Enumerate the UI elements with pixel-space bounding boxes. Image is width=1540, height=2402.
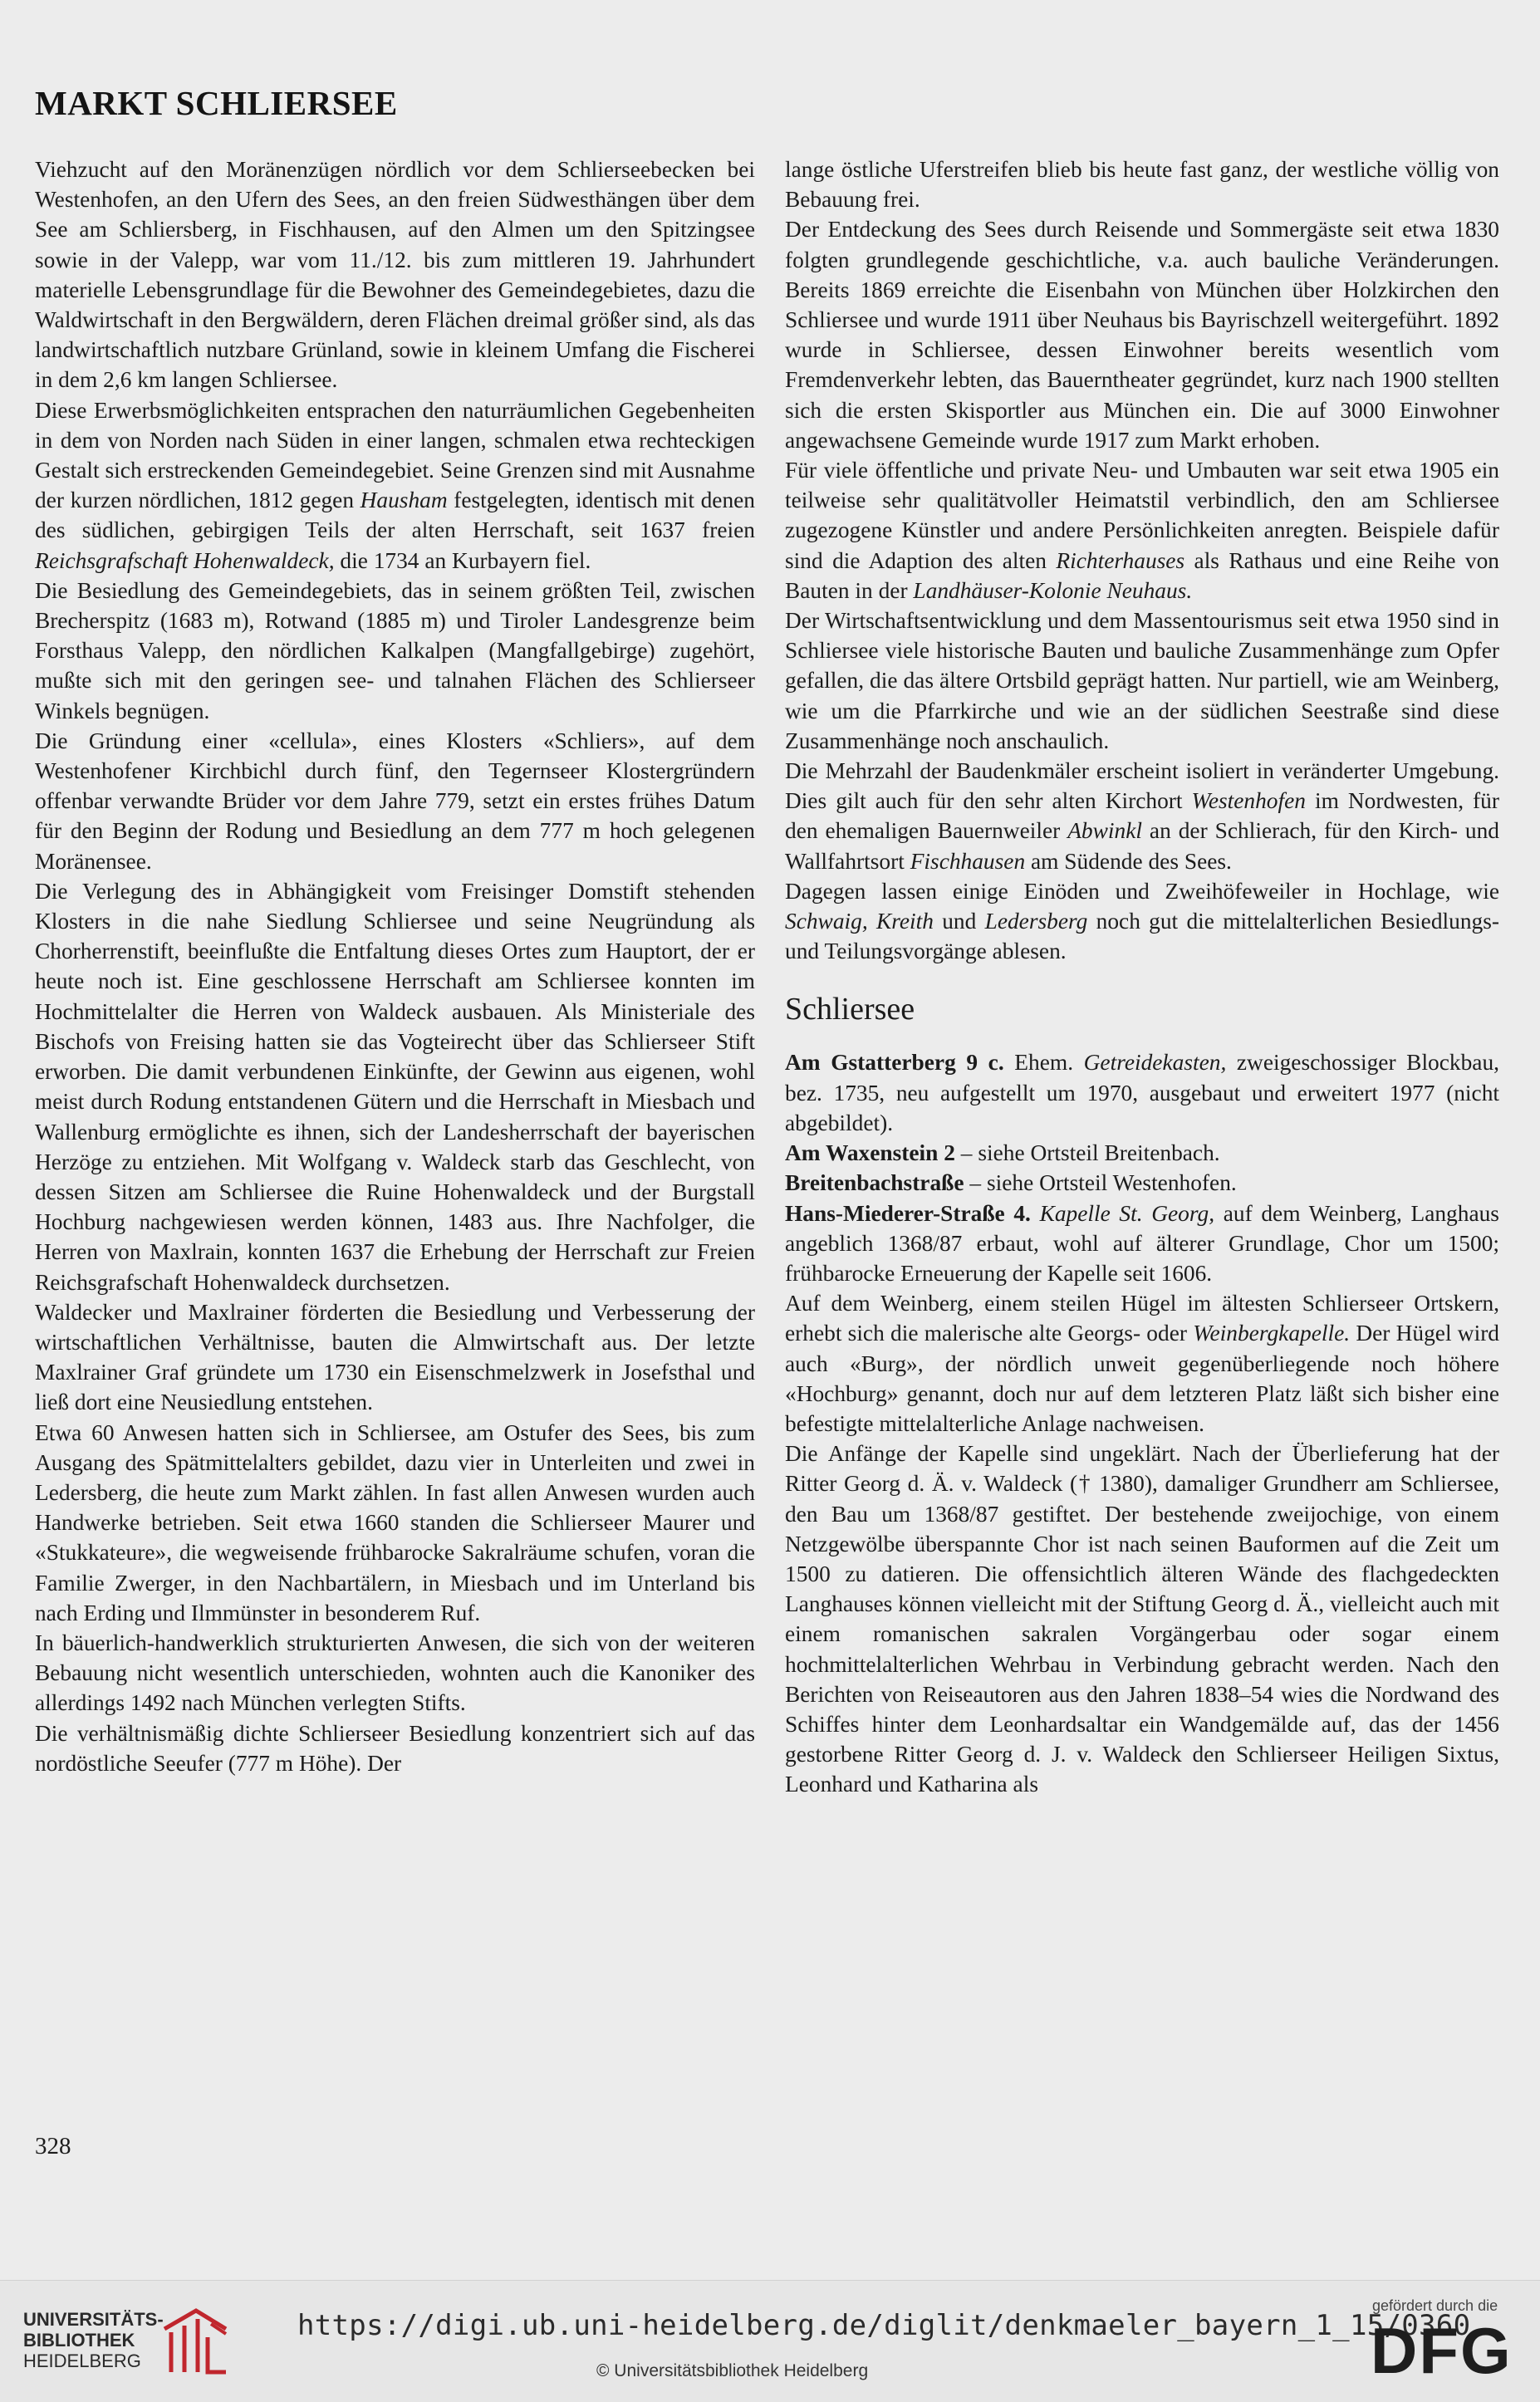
text-paragraph: lange östliche Uferstreifen blieb bis heute fast ganz, der westliche völlig von Bebauung frei.: [785, 157, 1499, 213]
right-column: [785, 154, 1499, 1800]
text-paragraph: Die verhältnismäßig dichte Schlierseer Besiedlung konzentriert sich auf das nordöstliche Seeufer (777 m Höhe). Der: [35, 1720, 755, 1776]
inventory-entry: Am Gstatterberg 9 c. Ehem. Getreidekasten, zweigeschossiger Blockbau, bez. 1735, neu aufgestellt um 1970, ausgebaut und erweitert 1977 (nicht abgebildet).: [785, 1050, 1499, 1135]
institution-line: HEIDELBERG: [23, 2351, 141, 2371]
text-paragraph: Der Entdeckung des Sees durch Reisende und Sommergäste seit etwa 1830 folgten grundlegende geschichtliche, v.a. auch bauliche Veränderungen. Bereits 1869 erreichte die Eisenbahn von München über Holzkirchen den Schliersee und wurde 1911 über Neuhaus bis Bayrischzell weitergeführt. 1892 wurde in Schliersee, dessen Einwohner bereits wesentlich vom Fremdenverkehr lebten, das Bauerntheater gegründet, kurz nach 1900 stellten sich die ersten Skisportler aus München ein. Die auf 3000 Einwohner angewachsene Gemeinde wurde 1917 zum Markt erhoben.: [785, 217, 1499, 453]
text-paragraph: Die Gründung einer «cellula», eines Klosters «Schliers», auf dem Westenhofener Kirchbichl durch fünf, den Tegernseer Klostergründern offenbar verwandte Brüder vor dem Jahre 779, setzt ein erstes frühes Datum für den Beginn der Rodung und Besiedlung an dem 777 m hoch gelegenen Moränensee.: [35, 728, 755, 874]
text-paragraph: Etwa 60 Anwesen hatten sich in Schliersee, am Ostufer des Sees, bis zum Ausgang des Spätmittelalters gebildet, dazu vier in Unterleiten und zwei in Ledersberg, die heute zum Markt zählen. In fast allen Anwesen wurden auch Handwerke betrieben. Seit etwa 1660 standen die Schlierseer Maurer und «Stukkateure», die wegweisende frühbarocke Sakralräume schufen, voran die Familie Zwerger, in den Nachbartälern, in Miesbach und im Unterland bis nach Erding und Ilmmünster in besonderem Ruf.: [35, 1419, 755, 1625]
text-paragraph: Der Wirtschaftsentwicklung und dem Massentourismus seit etwa 1950 sind in Schliersee viele historische Bauten und bauliche Zusammenhänge zum Opfer gefallen, die das ältere Ortsbild geprägt hatten. Nur partiell, wie am Weinberg, wie um die Pfarrkirche und wie an der südlichen Seestraße sind diese Zusammenhänge noch anschaulich.: [785, 608, 1499, 753]
institution-line: BIBLIOTHEK: [23, 2330, 135, 2351]
university-library-logo[interactable]: [23, 2304, 248, 2379]
funding-label: gefördert durch die: [1372, 2297, 1498, 2314]
funder-name: DFG: [1371, 2314, 1513, 2387]
inventory-entry: Hans-Miederer-Straße 4. Kapelle St. Georg, auf dem Weinberg, Langhaus angeblich 1368/87 erbaut, wohl auf älterer Grundlage, Chor um 1500; frühbarocke Erneuerung der Kapelle seit 1606.: [785, 1200, 1499, 1286]
section-heading: Schliersee: [785, 992, 915, 1027]
page-title: MARKT SCHLIERSEE: [35, 84, 398, 122]
text-paragraph: Die Besiedlung des Gemeindegebiets, das in seinem größten Teil, zwischen Brecherspitz (1683 m), Rotwand (1885 m) und Tiroler Landesgrenze beim Forsthaus Valepp, den nördlichen Kalkalpen (Mangfallgebirge) zugehört, mußte sich mit den geringen see- und talnahen Flächen des Schlierseer Winkels begnügen.: [35, 577, 755, 723]
institution-line: UNIVERSITÄTS-: [23, 2309, 164, 2330]
inventory-entry: Breitenbachstraße – siehe Ortsteil Westenhofen.: [785, 1170, 1237, 1196]
permalink-url[interactable]: https://digi.ub.uni-heidelberg.de/diglit/denkmaeler_bayern_1_15/0360: [297, 2309, 1471, 2342]
dfg-logo[interactable]: [1371, 2297, 1520, 2389]
left-paragraphs: [35, 154, 755, 1778]
page-number: 328: [35, 2133, 71, 2159]
inventory-entries: [785, 1047, 1499, 1288]
copyright-notice: © Universitätsbibliothek Heidelberg: [596, 2361, 869, 2380]
text-paragraph: Die Anfänge der Kapelle sind ungeklärt. Nach der Überlieferung hat der Ritter Georg d. Ä. v. Waldeck († 1380), damaliger Grundherr am Schliersee, den Bau um 1368/87 gestiftet. Der bestehende zweijochige, von einem Netzgewölbe überspannte Chor ist nach seinen Bauformen auf die Zeit um 1500 zu datieren. Die offensichtlich älteren Wände des flachgedeckten Langhauses können vielleicht mit der Stiftung Georg d. Ä., vielleicht auch mit einem romanischen sakralen Vorgängerbau oder sogar einem hochmittelalterlichen Wehrbau in Verbindung gebracht werden. Nach den Berichten von Reiseautoren aus den Jahren 1838–54 wies die Nordwand des Schiffes hinter dem Leonhardsaltar ein Wandgemälde auf, das der 1456 gestorbene Ritter Georg d. J. v. Waldeck den Schlierseer Heiligen Sixtus, Leonhard und Katharina als: [785, 1441, 1499, 1797]
text-paragraph: Für viele öffentliche und private Neu- und Umbauten war seit etwa 1905 ein teilweise sehr qualitätvoller Heimatstil verbindlich, den am Schliersee zugezogene Künstler und andere Persönlichkeiten anregten. Beispiele dafür sind die Adaption des alten Richterhauses als Rathaus und eine Reihe von Bauten in der Landhäuser-Kolonie Neuhaus.: [785, 458, 1500, 603]
left-column: [35, 154, 755, 1778]
text-paragraph: Auf dem Weinberg, einem steilen Hügel im ältesten Schlierseer Ortskern, erhebt sich die malerische alte Georgs- oder Weinbergkapelle. Der Hügel wird auch «Burg», der nördlich unweit gegenüberliegende noch höhere «Hochburg» genannt, doch nur auf dem letzteren Platz läßt sich bisher eine befestigte mittelalterliche Anlage nachweisen.: [785, 1291, 1500, 1436]
text-paragraph: In bäuerlich-handwerklich strukturierten Anwesen, die sich von der weiteren Bebauung nicht wesentlich unterschieden, wohnten auch die Kanoniker des allerdings 1492 nach München verlegten Stifts.: [35, 1630, 755, 1716]
inventory-entry: Am Waxenstein 2 – siehe Ortsteil Breitenbach.: [785, 1140, 1220, 1166]
right-paragraphs-continued: [785, 1288, 1499, 1799]
footer-bar: [0, 2280, 1540, 2402]
text-paragraph: Dagegen lassen einige Einöden und Zweihöfeweiler in Hochlage, wie Schwaig, Kreith und Ledersberg noch gut die mittelalterlichen Besiedlungs- und Teilungsvorgänge ablesen.: [785, 878, 1499, 964]
text-paragraph: Waldecker und Maxlrainer förderten die Besiedlung und Verbesserung der wirtschaftlichen Verhältnisse, bauten die Almwirtschaft aus. Der letzte Maxlrainer Graf gründete um 1730 ein Eisenschmelzwerk in Josefsthal und ließ dort eine Neusiedlung entstehen.: [35, 1299, 755, 1415]
library-emblem-icon: [159, 2304, 231, 2377]
text-paragraph: Die Mehrzahl der Baudenkmäler erscheint isoliert in veränderter Umgebung. Dies gilt auch für den sehr alten Kirchort Westenhofen im Nordwesten, für den ehemaligen Bauernweiler Abwinkl an der Schlierach, für den Kirch- und Wallfahrtsort Fischhausen am Südende des Sees.: [785, 758, 1499, 874]
text-paragraph: Die Verlegung des in Abhängigkeit vom Freisinger Domstift stehenden Klosters in die nahe Siedlung Schliersee und seine Neugründung als Chorherrenstift, beeinflußte die Entfaltung dieses Ortes zum Hauptort, der er heute noch ist. Eine geschlossene Herrschaft am Schliersee konnten im Hochmittelalter die Herren von Waldeck ausbauen. Als Ministeriale des Bischofs von Freising hatten sie das Vogteirecht über das Schlierseer Stift erworben. Die damit verbundenen Einkünfte, der Gewinn aus eigenen, wohl meist durch Rodung entstandenen Gütern und die Herrschaft in Miesbach und Wallenburg ermöglichte es ihnen, sich der Landesherrschaft der bayerischen Herzöge zu entziehen. Mit Wolfgang v. Waldeck starb das Geschlecht, von dessen Sitzen am Schliersee die Ruine Hohenwaldeck und der Burgstall Hochburg nachgewiesen werden können, 1483 aus. Ihre Nachfolger, die Herren von Maxlrain, konnten 1637 die Erhebung der Herrschaft zur Freien Reichsgrafschaft Hohenwaldeck durchsetzen.: [35, 878, 755, 1295]
text-paragraph: Viehzucht auf den Moränenzügen nördlich vor dem Schlierseebecken bei Westenhofen, an den Ufern des Sees, an den freien Südwesthängen über dem See am Schliersberg, in Fischhausen, auf den Almen um den Spitzingsee sowie in der Valepp, war vom 11./12. bis zum mittleren 19. Jahrhundert materielle Lebensgrundlage für die Bewohner des Gemeindegebietes, dazu die Waldwirtschaft in den Bergwäldern, deren Flächen dreimal größer sind, als das landwirtschaftlich nutzbare Grünland, sowie in kleinem Umfang die Fischerei in dem 2,6 km langen Schliersee.: [35, 157, 755, 393]
university-library-name: [23, 2309, 164, 2371]
text-paragraph: Diese Erwerbsmöglichkeiten entsprachen den naturräumlichen Gegebenheiten in dem von Norden nach Süden in einer langen, schmalen etwa rechteckigen Gestalt sich erstreckenden Gemeindegebiet. Seine Grenzen sind mit Ausnahme der kurzen nördlichen, 1812 gegen Hausham festgelegten, identisch mit denen des südlichen, gebirgigen Teils der alten Herrschaft, seit 1637 freien Reichsgrafschaft Hohenwaldeck, die 1734 an Kurbayern fiel.: [35, 397, 755, 573]
right-paragraphs: [785, 154, 1499, 966]
